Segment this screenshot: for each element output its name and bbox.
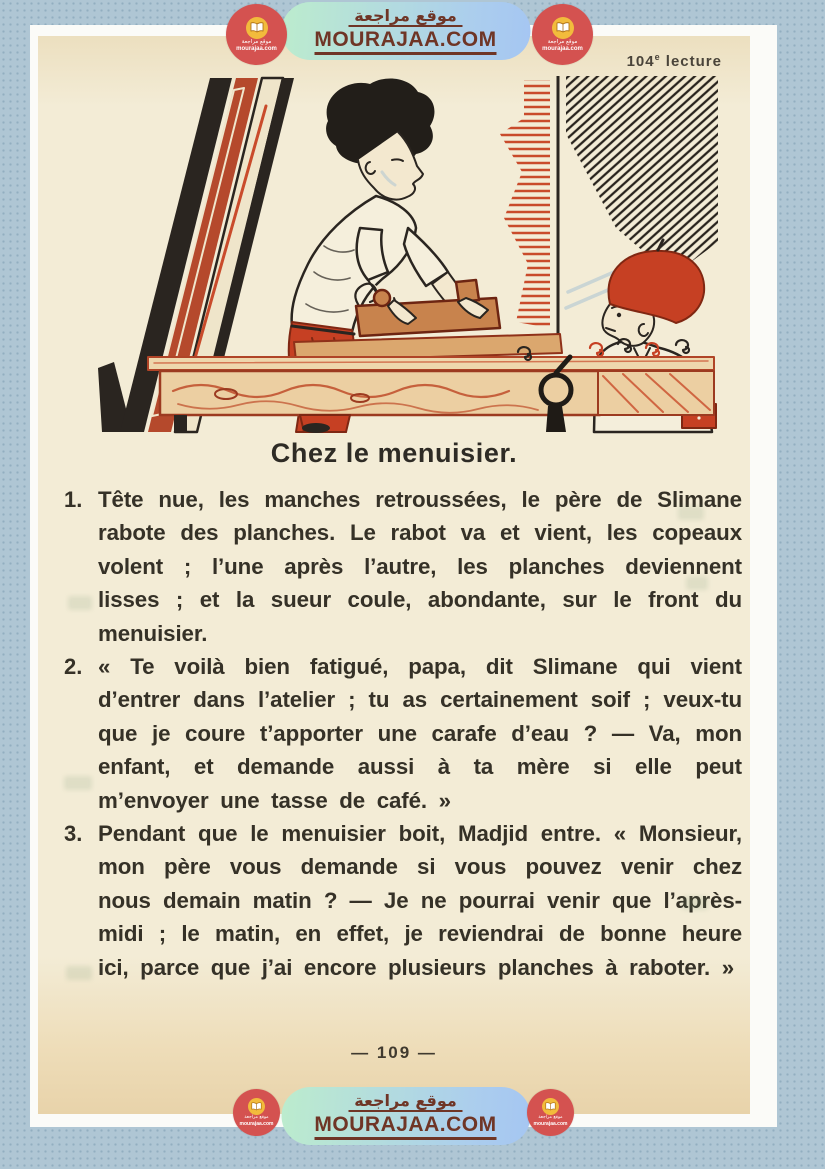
paragraph-number: 2. <box>64 654 83 680</box>
red-hatched-wall <box>500 80 550 328</box>
site-logo <box>226 4 287 65</box>
bleed-artifact <box>68 596 92 610</box>
logo-domain-text: mourajaa.com <box>236 46 277 53</box>
workshop-illustration <box>94 76 722 434</box>
lecture-reference <box>627 52 722 70</box>
bleed-artifact <box>678 506 704 520</box>
book-icon <box>246 17 268 39</box>
brand-domain-text: MOURAJAA.COM <box>314 1113 496 1140</box>
reading-text <box>64 483 742 984</box>
logo-arabic-text: موقع مراجعة <box>244 1115 269 1121</box>
paragraph-text: « Te voilà bien fatigué, papa, dit Slimane qui vient d’entrer dans l’atelier ; tu as certainement soif ; veux-tu que je coure t’apporter une carafe d’eau ? — Va, mon enfant, et demande aussi à ta mère si elle peut m’envoyer une tasse de café. » <box>98 654 742 813</box>
logo-arabic-text: موقع مراجعة <box>538 1115 563 1121</box>
scanned-photo-frame <box>30 25 777 1127</box>
logo-arabic-text: موقع مراجعة <box>547 38 578 45</box>
paragraph-number: 1. <box>64 487 83 512</box>
bleed-artifact <box>686 576 708 590</box>
paragraph-number: 3. <box>64 821 83 847</box>
site-logo <box>233 1089 280 1136</box>
brand-arabic-text: موقع مراجعة <box>348 1092 463 1113</box>
dark-doorway <box>566 76 718 276</box>
page-title: Chez le menuisier. <box>270 438 518 468</box>
brand-arabic-text: موقع مراجعة <box>348 7 463 28</box>
paragraph-text: Tête nue, les manches retroussées, le père de Slimane rabote des planches. Le rabot va et vient, les copeaux volent ; l’une après l’autre, les planches deviennent lisses ; et la sueur coule, abondante, sur le front du menuisier. <box>98 487 742 646</box>
paragraph <box>64 817 742 984</box>
brand-banner-bottom <box>281 1087 530 1145</box>
lecture-ordinal: e <box>654 52 661 62</box>
site-logo <box>527 1089 574 1136</box>
brand-banner-top <box>281 2 530 60</box>
book-icon <box>552 17 574 39</box>
paragraph-text: Pendant que le menuisier boit, Madjid entre. « Monsieur, mon père vous demande si vous pouvez venir chez nous demain matin ? — Je ne pourrai venir que l’après-midi ; le matin, en effet, je reviendrai de bonne heure ici, parce que j’ai encore plusieurs planches à raboter. » <box>98 821 742 980</box>
book-icon <box>248 1098 265 1115</box>
logo-domain-text: mourajaa.com <box>239 1120 274 1127</box>
bleed-artifact <box>66 966 92 980</box>
page-number: — 109 — <box>351 1043 437 1062</box>
book-page <box>38 36 750 1114</box>
logo-arabic-text: موقع مراجعة <box>241 38 272 45</box>
book-icon <box>542 1098 559 1115</box>
site-logo <box>532 4 593 65</box>
lecture-word: lecture <box>665 53 722 70</box>
paragraph <box>64 650 742 817</box>
logo-domain-text: mourajaa.com <box>542 46 583 53</box>
brand-domain-text: MOURAJAA.COM <box>314 28 496 55</box>
bleed-artifact <box>682 896 708 910</box>
bleed-artifact <box>64 776 92 790</box>
lecture-number: 104 <box>626 53 655 70</box>
paragraph <box>64 483 742 650</box>
logo-domain-text: mourajaa.com <box>533 1120 568 1127</box>
